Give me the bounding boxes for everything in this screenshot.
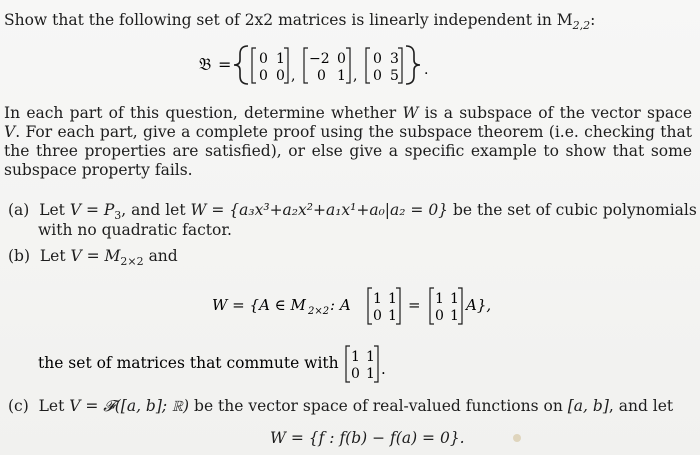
- set-b-svg: [196, 40, 496, 90]
- mB3-a: 1: [351, 349, 360, 365]
- mB2-a: 1: [435, 291, 444, 307]
- m1-a: 0: [259, 51, 268, 67]
- m3-d: 5: [390, 68, 399, 84]
- part-a-text-3: be the set of cubic polynomials: [448, 201, 697, 219]
- m3-c: 0: [373, 68, 382, 84]
- intro-sentence: [4, 10, 595, 36]
- part-b-W-definition: [212, 282, 542, 334]
- mB3-c: 0: [351, 366, 360, 382]
- left-brace: [234, 46, 248, 84]
- part-b-W-end: A},: [466, 296, 492, 314]
- part-b-W-equals: =: [408, 296, 421, 314]
- m2-c: 0: [317, 68, 326, 84]
- part-a-label: (a): [8, 201, 30, 219]
- part-a-text-1: Let: [39, 201, 70, 219]
- instructions-text-3: . For each part, give a complete proof using the subspace theorem (i.e. checking that the three properties are satisfied), or else give a specific example to show that some subspace property fails.: [4, 123, 692, 179]
- part-b-V: V = M: [70, 247, 121, 265]
- part-b-text-2: and: [143, 247, 178, 265]
- m1-b: 1: [276, 51, 285, 67]
- m2-a: −2: [309, 51, 330, 67]
- instructions-paragraph: [4, 104, 692, 180]
- set-b-equals: =: [218, 55, 232, 74]
- part-c-text-1: Let: [38, 397, 70, 415]
- part-a-line-1: (a) Let $V = P_3$, and let W = {a₃x³+a₂x²+a₁x¹+a₀|a₂ = 0} be the set of cubic polynomials: [8, 201, 697, 223]
- part-b-W-start: W = {A ∈ M: [212, 296, 306, 314]
- part-c-line-1: [8, 396, 673, 416]
- mB1-a: 1: [373, 291, 382, 307]
- part-a-polynomial: a₃x³+a₂x²+a₁x¹+a₀|a₂ = 0}: [239, 201, 449, 219]
- instructions-V: V: [4, 123, 16, 141]
- mB1-b: 1: [388, 291, 397, 307]
- part-c-interval: [a, b]: [567, 397, 609, 415]
- part-c-W: W = {f : f(b) − f(a) = 0}.: [270, 429, 465, 447]
- part-b-commute-text: the set of matrices that commute with: [38, 354, 339, 372]
- m3-left-bracket: [366, 48, 370, 83]
- m2-right-bracket: [346, 48, 350, 83]
- stray-mark: [513, 434, 521, 442]
- mB3-d: 1: [366, 366, 375, 382]
- part-c-V: V = 𝓕([a, b]; ℝ): [69, 397, 190, 415]
- part-a-sub: 3: [114, 209, 122, 223]
- part-b-text-1: Let: [39, 247, 71, 265]
- part-a-text-4: with no quadratic factor.: [38, 221, 232, 239]
- m3-a: 0: [373, 51, 382, 67]
- intro-subscript: 2,2: [572, 19, 591, 33]
- instructions-W: W: [402, 104, 419, 122]
- svg-text:,: ,: [291, 68, 296, 84]
- part-b-W-sub: 2×2: [308, 306, 330, 317]
- part-c-text-3: , and let: [608, 397, 674, 415]
- mB1-d: 1: [388, 308, 397, 324]
- part-b-period: .: [381, 360, 386, 378]
- part-b-line-1: [8, 246, 178, 272]
- set-b-row: [196, 40, 496, 90]
- part-a-line-2: [38, 220, 232, 240]
- intro-colon: :: [590, 11, 596, 29]
- svg-text:.: .: [424, 62, 429, 78]
- m2-b: 0: [337, 51, 346, 67]
- intro-text: Show that the following set of 2x2 matrices is linearly independent in M: [4, 11, 573, 29]
- part-b-W-A: : A: [330, 296, 351, 314]
- mB2-d: 1: [450, 308, 459, 324]
- mB3-b: 1: [366, 349, 375, 365]
- m2-left-bracket: [304, 48, 308, 83]
- instructions-text-1: In each part of this question, determine whether: [4, 104, 403, 122]
- part-b-commute-svg: [38, 340, 418, 388]
- part-b-commute-line: [38, 340, 418, 388]
- part-b-sub: 2×2: [120, 255, 144, 269]
- part-a-V: V = P: [69, 201, 115, 219]
- m1-d: 0: [276, 68, 285, 84]
- part-c-label: (c): [8, 397, 29, 415]
- m1-c: 0: [259, 68, 268, 84]
- m1-left-bracket: [252, 48, 256, 83]
- m2-d: 1: [337, 68, 346, 84]
- mB1-c: 0: [373, 308, 382, 324]
- mB2-b: 1: [450, 291, 459, 307]
- mB2-c: 0: [435, 308, 444, 324]
- part-b-W-svg: [212, 282, 542, 330]
- part-a-text-2: , and let: [121, 201, 191, 219]
- part-c-W-line: [270, 428, 465, 448]
- right-brace: [406, 46, 420, 84]
- set-b-symbol: 𝔅: [199, 55, 212, 75]
- part-c-text-2: be the vector space of real-valued functions on: [189, 397, 568, 415]
- instructions-text-2: is a subspace of the vector space: [418, 104, 692, 122]
- part-b-label: (b): [8, 247, 31, 265]
- m3-b: 3: [390, 51, 399, 67]
- svg-text:,: ,: [353, 68, 358, 84]
